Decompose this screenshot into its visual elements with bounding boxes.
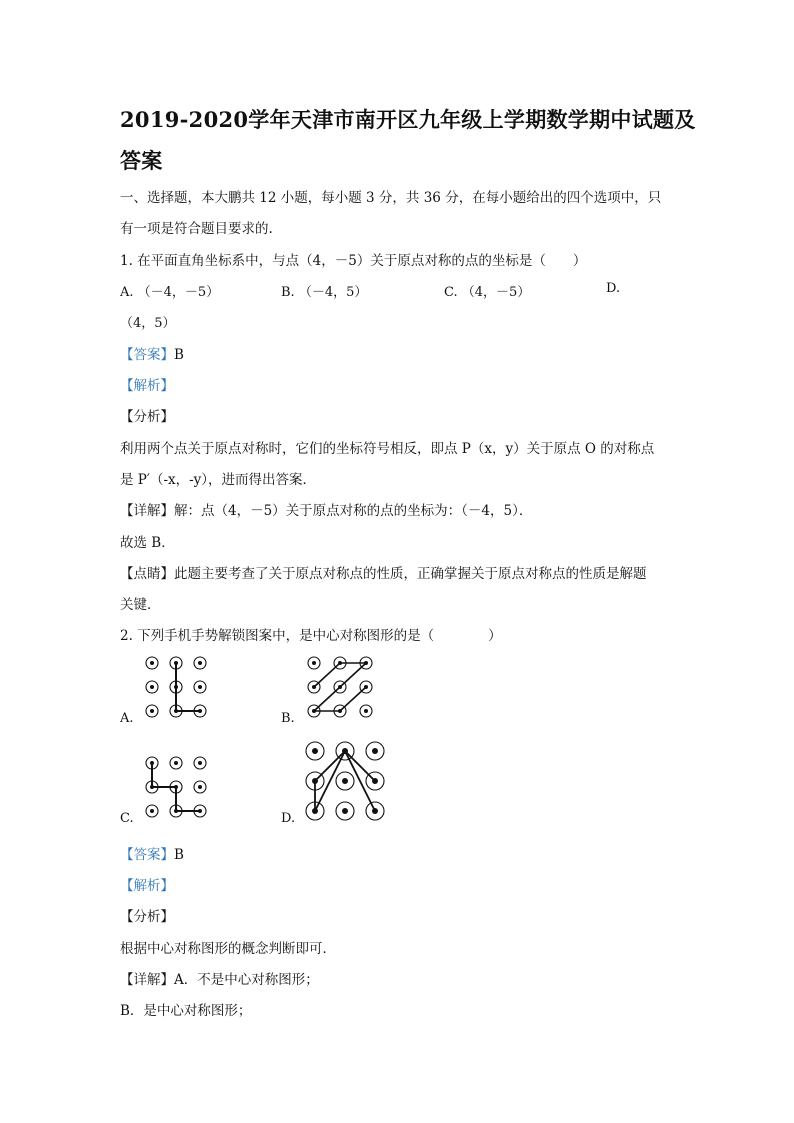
q1-stem: 1. 在平面直角坐标系中，与点（4，－5）关于原点对称的点的坐标是（ ） — [120, 253, 587, 269]
q2-pattern-a — [140, 651, 216, 721]
q1-option-d-value: （4，5） — [120, 316, 176, 331]
q2-label-a: A. — [120, 711, 134, 726]
q1-option-d-label: D. — [606, 281, 621, 296]
q1-answer-line — [120, 343, 184, 363]
section-header-line-1: 一、选择题，本大鹏共 12 小题，每小题 3 分，共 36 分，在每小题给出的四个选项中，只 — [120, 190, 662, 206]
q1-option-c: C. （4，－5） — [444, 285, 531, 300]
q1-analysis-line-1: 利用两个点关于原点对称时，它们的坐标符号相反，即点 P（x，y）关于原点 O 的对称点 — [120, 441, 655, 457]
q2-detail-a: 【详解】A．不是中心对称图形； — [120, 972, 319, 988]
q2-answer-line — [120, 843, 184, 863]
q1-jiexi-tag: 【解析】 — [120, 378, 174, 394]
q1-answer: B — [174, 347, 184, 363]
q2-pattern-d — [300, 736, 390, 826]
q2-label-d: D. — [281, 811, 296, 826]
q1-comment-line-1: 【点睛】此题主要考查了关于原点对称点的性质，正确掌握关于原点对称点的性质是解题 — [120, 566, 647, 582]
q2-pattern-b — [300, 651, 380, 721]
q2-pattern-c — [140, 751, 216, 821]
q2-detail-b: B．是中心对称图形； — [120, 1003, 252, 1019]
q2-label-c: C. — [120, 811, 134, 826]
q1-analysis-line-2: 是 P′（-x，-y），进而得出答案． — [120, 472, 317, 488]
q2-analysis: 根据中心对称图形的概念判断即可． — [120, 941, 336, 957]
q1-detail: 【详解】解：点（4，－5）关于原点对称的点的坐标为：（－4，5）． — [120, 503, 533, 519]
section-header-line-2: 有一项是符合题目要求的. — [120, 221, 273, 237]
q1-option-b: B. （－4，5） — [281, 285, 368, 300]
q2-answer: B — [174, 847, 184, 863]
q1-comment-line-2: 关键． — [120, 597, 161, 613]
q2-answer-tag: 【答案】 — [120, 847, 174, 863]
q1-fenxi-tag: 【分析】 — [120, 409, 174, 425]
q2-stem: 2. 下列手机手势解锁图案中，是中心对称图形的是（ ） — [120, 628, 502, 644]
q2-label-b: B. — [281, 711, 295, 726]
q2-jiexi-tag: 【解析】 — [120, 878, 174, 894]
q1-answer-tag: 【答案】 — [120, 347, 174, 363]
q1-option-a: A. （－4，－5） — [120, 285, 220, 300]
q2-fenxi-tag: 【分析】 — [120, 909, 174, 925]
document-title-line-2: 答案 — [120, 148, 163, 173]
document-title-line-1: 2019-2020学年天津市南开区九年级上学期数学期中试题及 — [120, 107, 696, 132]
q1-choose: 故选 B． — [120, 535, 175, 551]
